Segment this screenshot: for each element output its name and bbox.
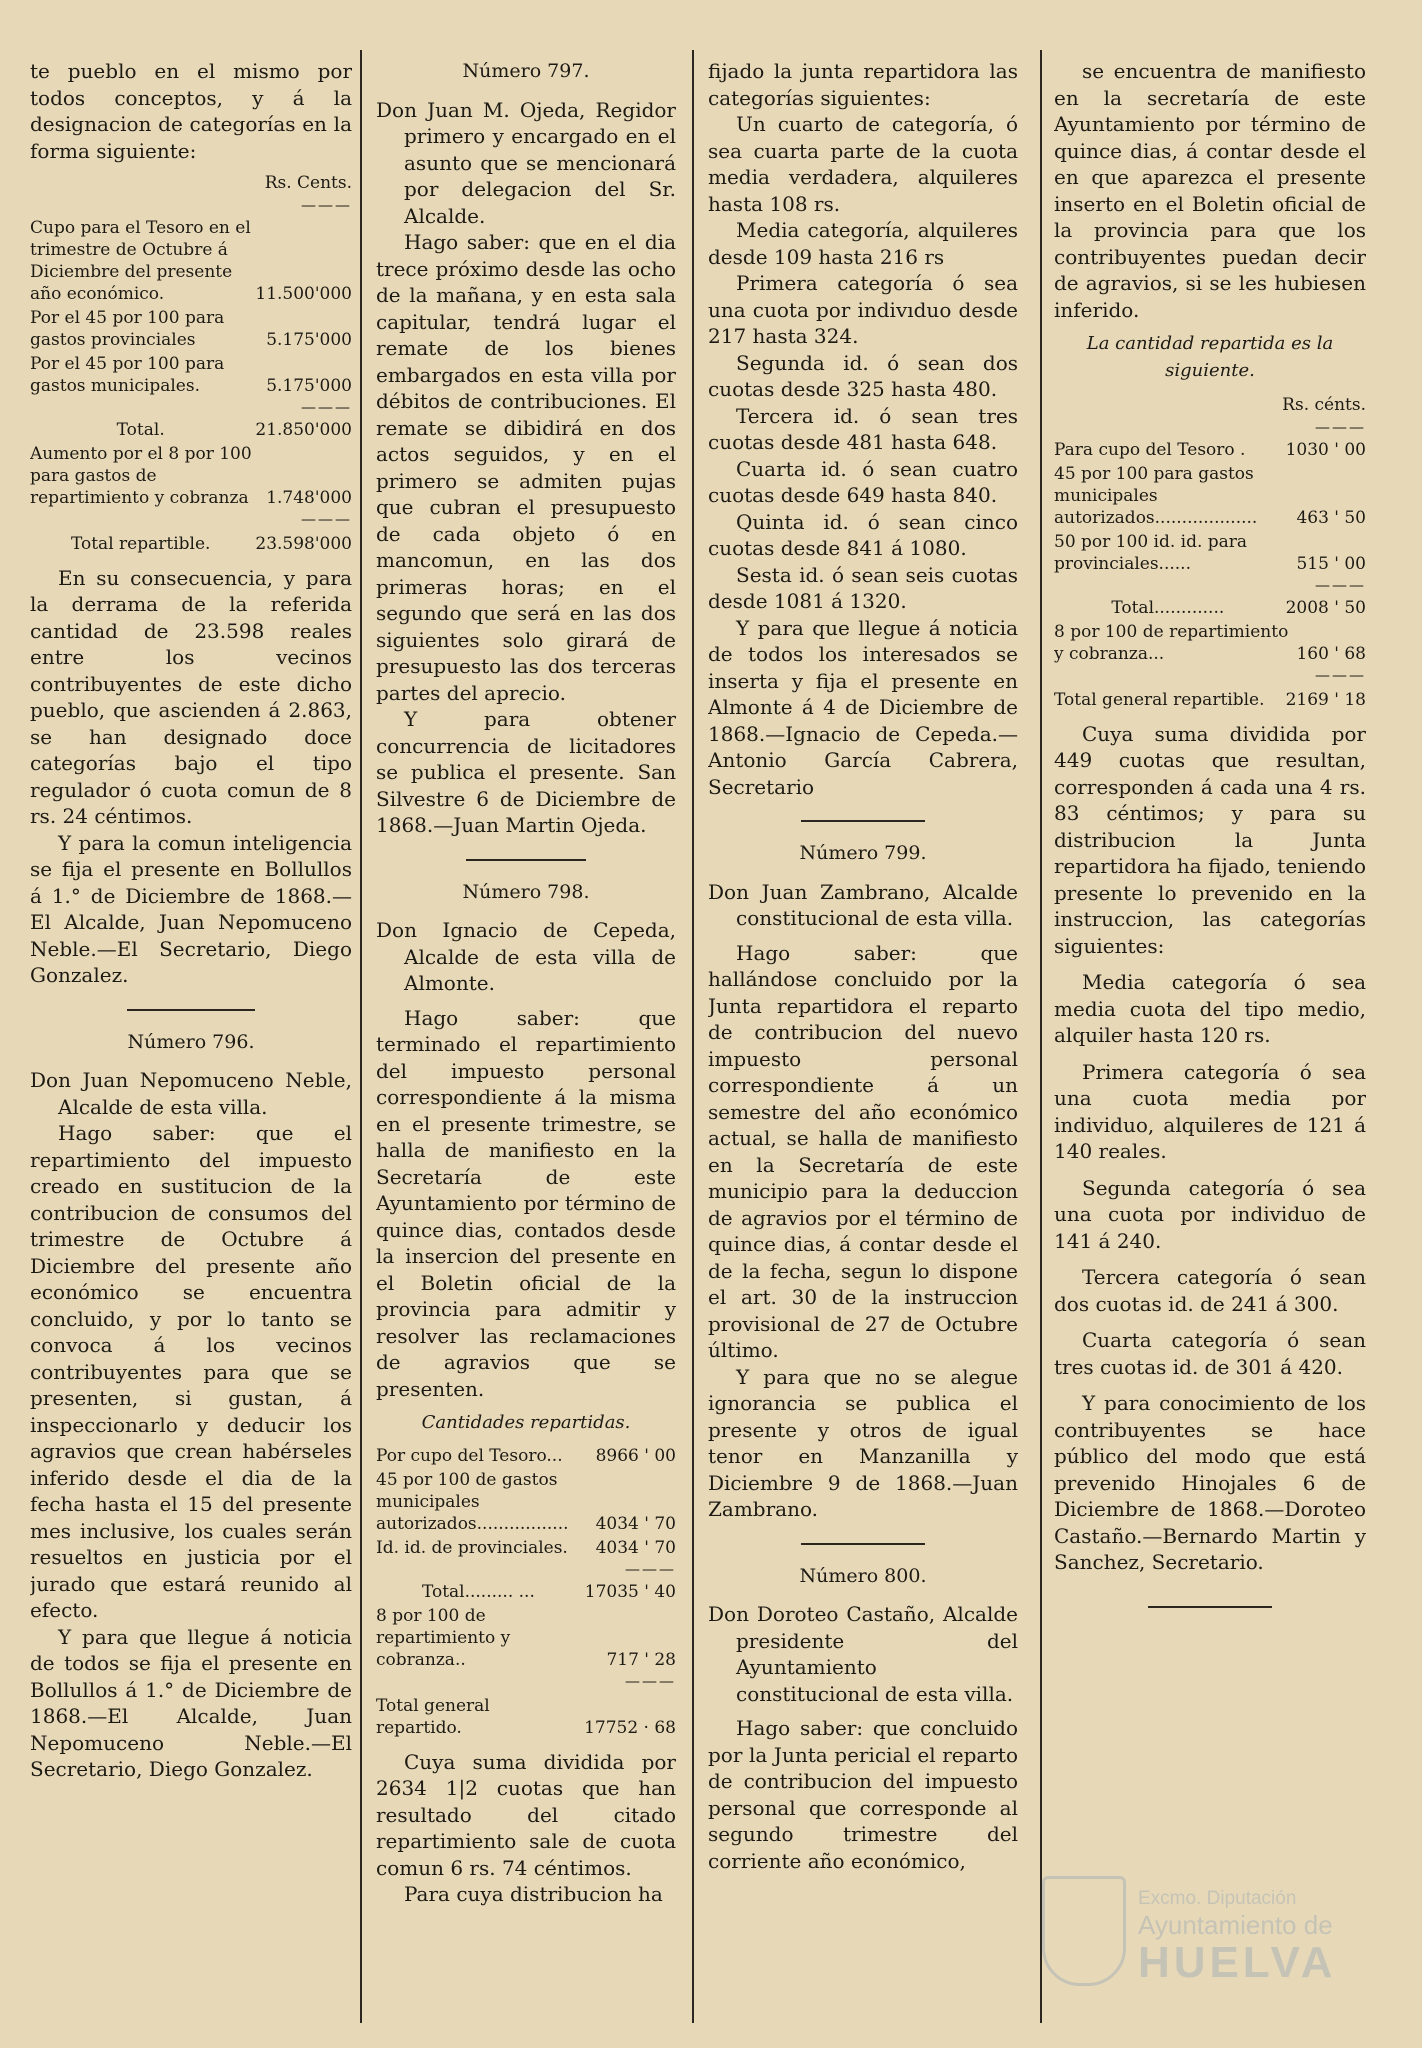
row-label: Por el 45 por 100 para gastos provinciales	[30, 307, 225, 350]
shield-icon	[1042, 1876, 1126, 1986]
table-row	[1054, 621, 1366, 665]
row-label: Total......... ...	[421, 1581, 535, 1602]
paragraph: En su consecuencia, y para la derrama de la referida cantidad de 23.598 reales entre los vecinos contribuyentes de este dicho pueblo, que ascienden á 2.863, se han designado doce categorías bajo el tipo regulador ó cuota comun de 8 rs. 24 céntimos.	[30, 565, 352, 828]
paragraph: se encuentra de manifiesto en la secretaría de este Ayuntamiento por término de quince dias, á contar desde el en que aparezca el presente inserto en el Boletin oficial de la provincia para que los contribuyentes puedan decir de agravios, si se les hubiesen inferido.	[1054, 59, 1366, 322]
section-divider	[1148, 1606, 1273, 1608]
notice-heading: Don Doroteo Castaño, Alcalde presidente del Ayuntamiento constitucional de esta villa.	[708, 1602, 1018, 1706]
row-value: 17035 ' 40	[584, 1581, 676, 1602]
table-row	[1054, 531, 1366, 575]
row-label: 8 por 100 de repartimiento y cobranza...	[1054, 621, 1289, 664]
paragraph: Hago saber: que concluido por la Junta pericial el reparto de contribucion del impuesto personal que corresponde al segundo trimestre del corriente año económico,	[708, 1716, 1018, 1873]
table-row	[1054, 439, 1366, 461]
table-row	[30, 217, 352, 305]
category-item: Quinta id. ó sean cinco cuotas desde 841 á 1080.	[708, 509, 1018, 560]
section-divider	[801, 1543, 925, 1545]
row-value: 1.748'000	[266, 487, 352, 508]
notice-number: Número 796.	[127, 1030, 255, 1053]
table-header: Rs. Cents.	[264, 173, 352, 193]
column-rule	[360, 50, 362, 2023]
row-value: 2169 ' 18	[1285, 689, 1366, 710]
row-label: Para cupo del Tesoro .	[1054, 439, 1246, 460]
category-item: Primera categoría ó sea una cuota por indivıduo desde 217 hasta 324.	[708, 271, 1018, 348]
row-value: 1030 ' 00	[1285, 439, 1366, 460]
row-label: Total repartible.	[70, 533, 211, 554]
total-row	[1054, 597, 1366, 619]
table-row	[376, 1605, 676, 1671]
divider: ———	[1315, 575, 1366, 594]
category-item: Media categoría, alquileres desde 109 hasta 216 rs	[708, 218, 1018, 269]
paragraph: Y para que llegue á noticia de todos se fija el presente en Bollullos á 1.° de Diciembre de 1868.—El Alcalde, Juan Nepomuceno Neble.—El Secretario, Diego Gonzalez.	[30, 1624, 352, 1781]
row-label: 45 por 100 de gastos municipales autorizados.................	[376, 1469, 569, 1534]
category-item: Cuarta categoría ó sean tres cuotas id. de 301 á 420.	[1054, 1328, 1366, 1379]
category-item: Cuarta id. ó sean cuatro cuotas desde 649 hasta 840.	[708, 456, 1018, 507]
row-value: 5.175'000	[266, 375, 352, 396]
row-value: 8966 ' 00	[595, 1445, 676, 1466]
row-value: 5.175'000	[266, 329, 352, 350]
category-item: Primera categoría ó sea una cuota media por individuo, alquileres de 121 á 140 reales.	[1054, 1059, 1366, 1163]
notice-heading: Don Juan Zambrano, Alcalde constitucional de esta villa.	[708, 879, 1018, 930]
paragraph: Cuya suma dividida por 2634 1|2 cuotas que han resultado del citado repartimiento sale de cuota comun 6 rs. 74 céntimos.	[376, 1749, 676, 1880]
divider: ———	[301, 397, 352, 416]
table-row	[376, 1445, 676, 1467]
notice-number: Número 798.	[462, 880, 590, 903]
row-value: 4034 ' 70	[595, 1513, 676, 1534]
column-2	[376, 58, 676, 2026]
total-row	[30, 419, 352, 441]
divider: ———	[1315, 665, 1366, 684]
category-item: Tercera id. ó sean tres cuotas desde 481 hasta 648.	[708, 403, 1018, 454]
row-label: Total.	[116, 419, 165, 440]
table-row	[1054, 463, 1366, 529]
table-row	[30, 443, 352, 509]
row-value: 11.500'000	[255, 283, 352, 304]
section-divider	[801, 820, 925, 822]
row-label: Cupo para el Tesoro en el trimestre de Octubre á Diciembre del presente año económico.	[30, 217, 251, 304]
column-3	[708, 58, 1018, 2026]
notice-number: Número 797.	[462, 60, 590, 82]
table-row	[30, 307, 352, 351]
row-label: Total general repartible.	[1054, 689, 1265, 710]
row-label: Aumento por el 8 por 100 para gastos de repartimiento y cobranza	[30, 443, 252, 508]
paragraph: Cuya suma dividida por 449 cuotas que resultan, corresponden á cada una 4 rs. 83 céntimos; y para su distribucion la Junta repartidora ha fijado, teniendo presente lo prevenido en la instruccion, las categorías siguientes:	[1054, 721, 1366, 958]
section-subtitle: Cantidades repartidas.	[421, 1412, 631, 1433]
row-value: 17752 · 68	[584, 1717, 676, 1738]
notice-number: Número 800.	[799, 1564, 927, 1587]
divider: ———	[625, 1671, 676, 1690]
section-divider	[127, 1009, 256, 1011]
row-label: Total general repartido.	[376, 1695, 490, 1738]
paragraph: fijado la junta repartidora las categorías siguientes:	[708, 59, 1018, 110]
row-value: 515 ' 00	[1296, 553, 1366, 574]
row-value: 2008 ' 50	[1285, 597, 1366, 618]
table-row	[376, 1537, 676, 1559]
category-item: Sesta id. ó sean seis cuotas desde 1081 á 1320.	[708, 562, 1018, 613]
category-item: Segunda id. ó sean dos cuotas desde 325 hasta 480.	[708, 350, 1018, 401]
paragraph: Y para la comun inteligencia se fija el presente en Bollullos á 1.° de Diciembre de 1868.—El Alcalde, Juan Nepomuceno Neble.—El Secretario, Diego Gonzalez.	[30, 830, 352, 987]
paragraph: Para cuya distribucion ha	[404, 1882, 663, 1906]
notice-heading: Don Ignacio de Cepeda, Alcalde de esta villa de Almonte.	[376, 918, 676, 995]
total-row	[1054, 689, 1366, 711]
section-divider	[466, 859, 586, 861]
row-value: 4034 ' 70	[595, 1537, 676, 1558]
divider: ———	[301, 509, 352, 528]
section-subtitle: La cantidad repartida es la siguiente.	[1086, 333, 1334, 381]
paragraph: Hago saber: que en el dia trece próximo desde las ocho de la mañana, y en esta sala capitular, tendrá lugar el remate de los bienes embargados en esta villa por débitos de contribuciones. El remate se dibidirá en dos actos seguidos, y en el primero se admiten pujas que cubran el presupuesto de cada objeto ó en mancomun, en las dos primeras horas; en el segundo que será en las dos siguientes solo girará de presupuesto las dos terceras partes del aprecio.	[376, 230, 676, 705]
watermark-line: Ayuntamiento de	[1138, 1910, 1333, 1940]
row-value: 717 ' 28	[606, 1649, 676, 1670]
divider: ———	[625, 1559, 676, 1578]
column-rule	[1040, 50, 1042, 2023]
row-label: 8 por 100 de repartimiento y cobranza..	[376, 1605, 511, 1670]
watermark-line: HUELVA	[1138, 1938, 1337, 1987]
row-value: 463 ' 50	[1296, 507, 1366, 528]
paragraph: Y para obtener concurrencia de licitadores se publica el presente. San Silvestre 6 de Diciembre de 1868.—Juan Martin Ojeda.	[376, 707, 676, 837]
row-label: Por el 45 por 100 para gastos municipales.	[30, 353, 225, 396]
divider: ———	[301, 195, 352, 214]
notice-heading: Don Juan M. Ojeda, Regidor primero y encargado en el asunto que se mencionará por delegacion del Sr. Alcalde.	[376, 97, 676, 228]
row-label: Por cupo del Tesoro...	[376, 1445, 563, 1466]
row-value: 160 ' 68	[1296, 643, 1366, 664]
watermark	[1042, 1866, 1352, 1996]
category-item: Media categoría ó sea media cuota del tipo medio, alquiler hasta 120 rs.	[1054, 970, 1366, 1047]
table-header: Rs. cénts.	[1282, 395, 1366, 415]
row-value: 23.598'000	[255, 533, 352, 554]
watermark-line: Excmo. Diputación	[1138, 1888, 1297, 1909]
category-item: Tercera categoría ó sean dos cuotas id. de 241 á 300.	[1054, 1265, 1366, 1316]
category-item: Un cuarto de categoría, ó sea cuarta parte de la cuota media verdadera, alquileres hasta 108 rs.	[708, 112, 1018, 216]
row-label: Total.............	[1111, 597, 1225, 618]
divider: ———	[1315, 417, 1366, 436]
column-1	[30, 58, 352, 2026]
paragraph: te pueblo en el mismo por todos conceptos, y á la designacion de categorías en la forma siguiente:	[30, 59, 352, 163]
column-rule	[692, 50, 694, 2023]
paragraph: Y para que llegue á noticia de todos los interesados se inserta y fija el presente en Almonte á 4 de Diciembre de 1868.—Ignacio de Cepeda.—Antonio García Cabrera, Secretario	[708, 615, 1018, 799]
paragraph: Y para que no se alegue ignorancia se publica el presente y otros de igual tenor en Manzanilla y Diciembre 9 de 1868.—Juan Zambrano.	[708, 1364, 1018, 1521]
notice-heading: Don Juan Nepomuceno Neble, Alcalde de esta villa.	[30, 1068, 352, 1119]
paragraph: Y para conocimiento de los contribuyentes se hace público del modo que está prevenido Hinojales 6 de Diciembre de 1868.—Doroteo Castaño.—Bernardo Martin y Sanchez, Secretario.	[1054, 1391, 1366, 1574]
paragraph: Hago saber: que hallándose concluido por la Junta repartidora el reparto de contribucion del nuevo impuesto personal correspondiente á un semestre del año económico actual, se halla de manifiesto en la Secretaría de este municipio para la deduccion de agravios por el término de quince dias, á contar desde el de la fecha, segun lo dispone el art. 30 de la instruccion provisional de 27 de Octubre último.	[708, 940, 1018, 1362]
total-row	[30, 533, 352, 555]
row-value: 21.850'000	[255, 419, 352, 440]
column-4	[1054, 58, 1366, 2026]
row-label: Id. id. de provinciales.	[376, 1537, 568, 1558]
table-row	[30, 353, 352, 397]
total-row	[376, 1695, 676, 1739]
paragraph: Hago saber: que el repartimiento del impuesto creado en sustitucion de la contribucion de consumos del trimestre de Octubre á Diciembre del presente año económico se encuentra concluido, y por lo tanto se convoca á los vecinos contribuyentes para que se presenten, si gustan, á inspeccionarlo y deducir los agravios que crean habérseles inferido desde el dia de la fecha hasta el 15 del presente mes inclusive, los cuales serán resueltos en justicia por el jurado que estará reunido al efecto.	[30, 1121, 352, 1622]
total-row	[376, 1581, 676, 1603]
paragraph: Hago saber: que terminado el repartimiento del impuesto personal correspondiente á la misma en el presente trimestre, se halla de manifiesto en la Secretaría de este Ayuntamiento por término de quince dias, contados desde la insercion del presente en el Boletin oficial de la provincia para admitir y resolver las reclamaciones de agravios que se presenten.	[376, 1005, 676, 1401]
row-label: 50 por 100 id. id. para provinciales......	[1054, 531, 1248, 574]
notice-number: Número 799.	[799, 842, 927, 864]
table-row	[376, 1469, 676, 1535]
category-item: Segunda categoría ó sea una cuota por individuo de 141 á 240.	[1054, 1175, 1366, 1253]
row-label: 45 por 100 para gastos municipales autorizados...................	[1054, 463, 1258, 528]
